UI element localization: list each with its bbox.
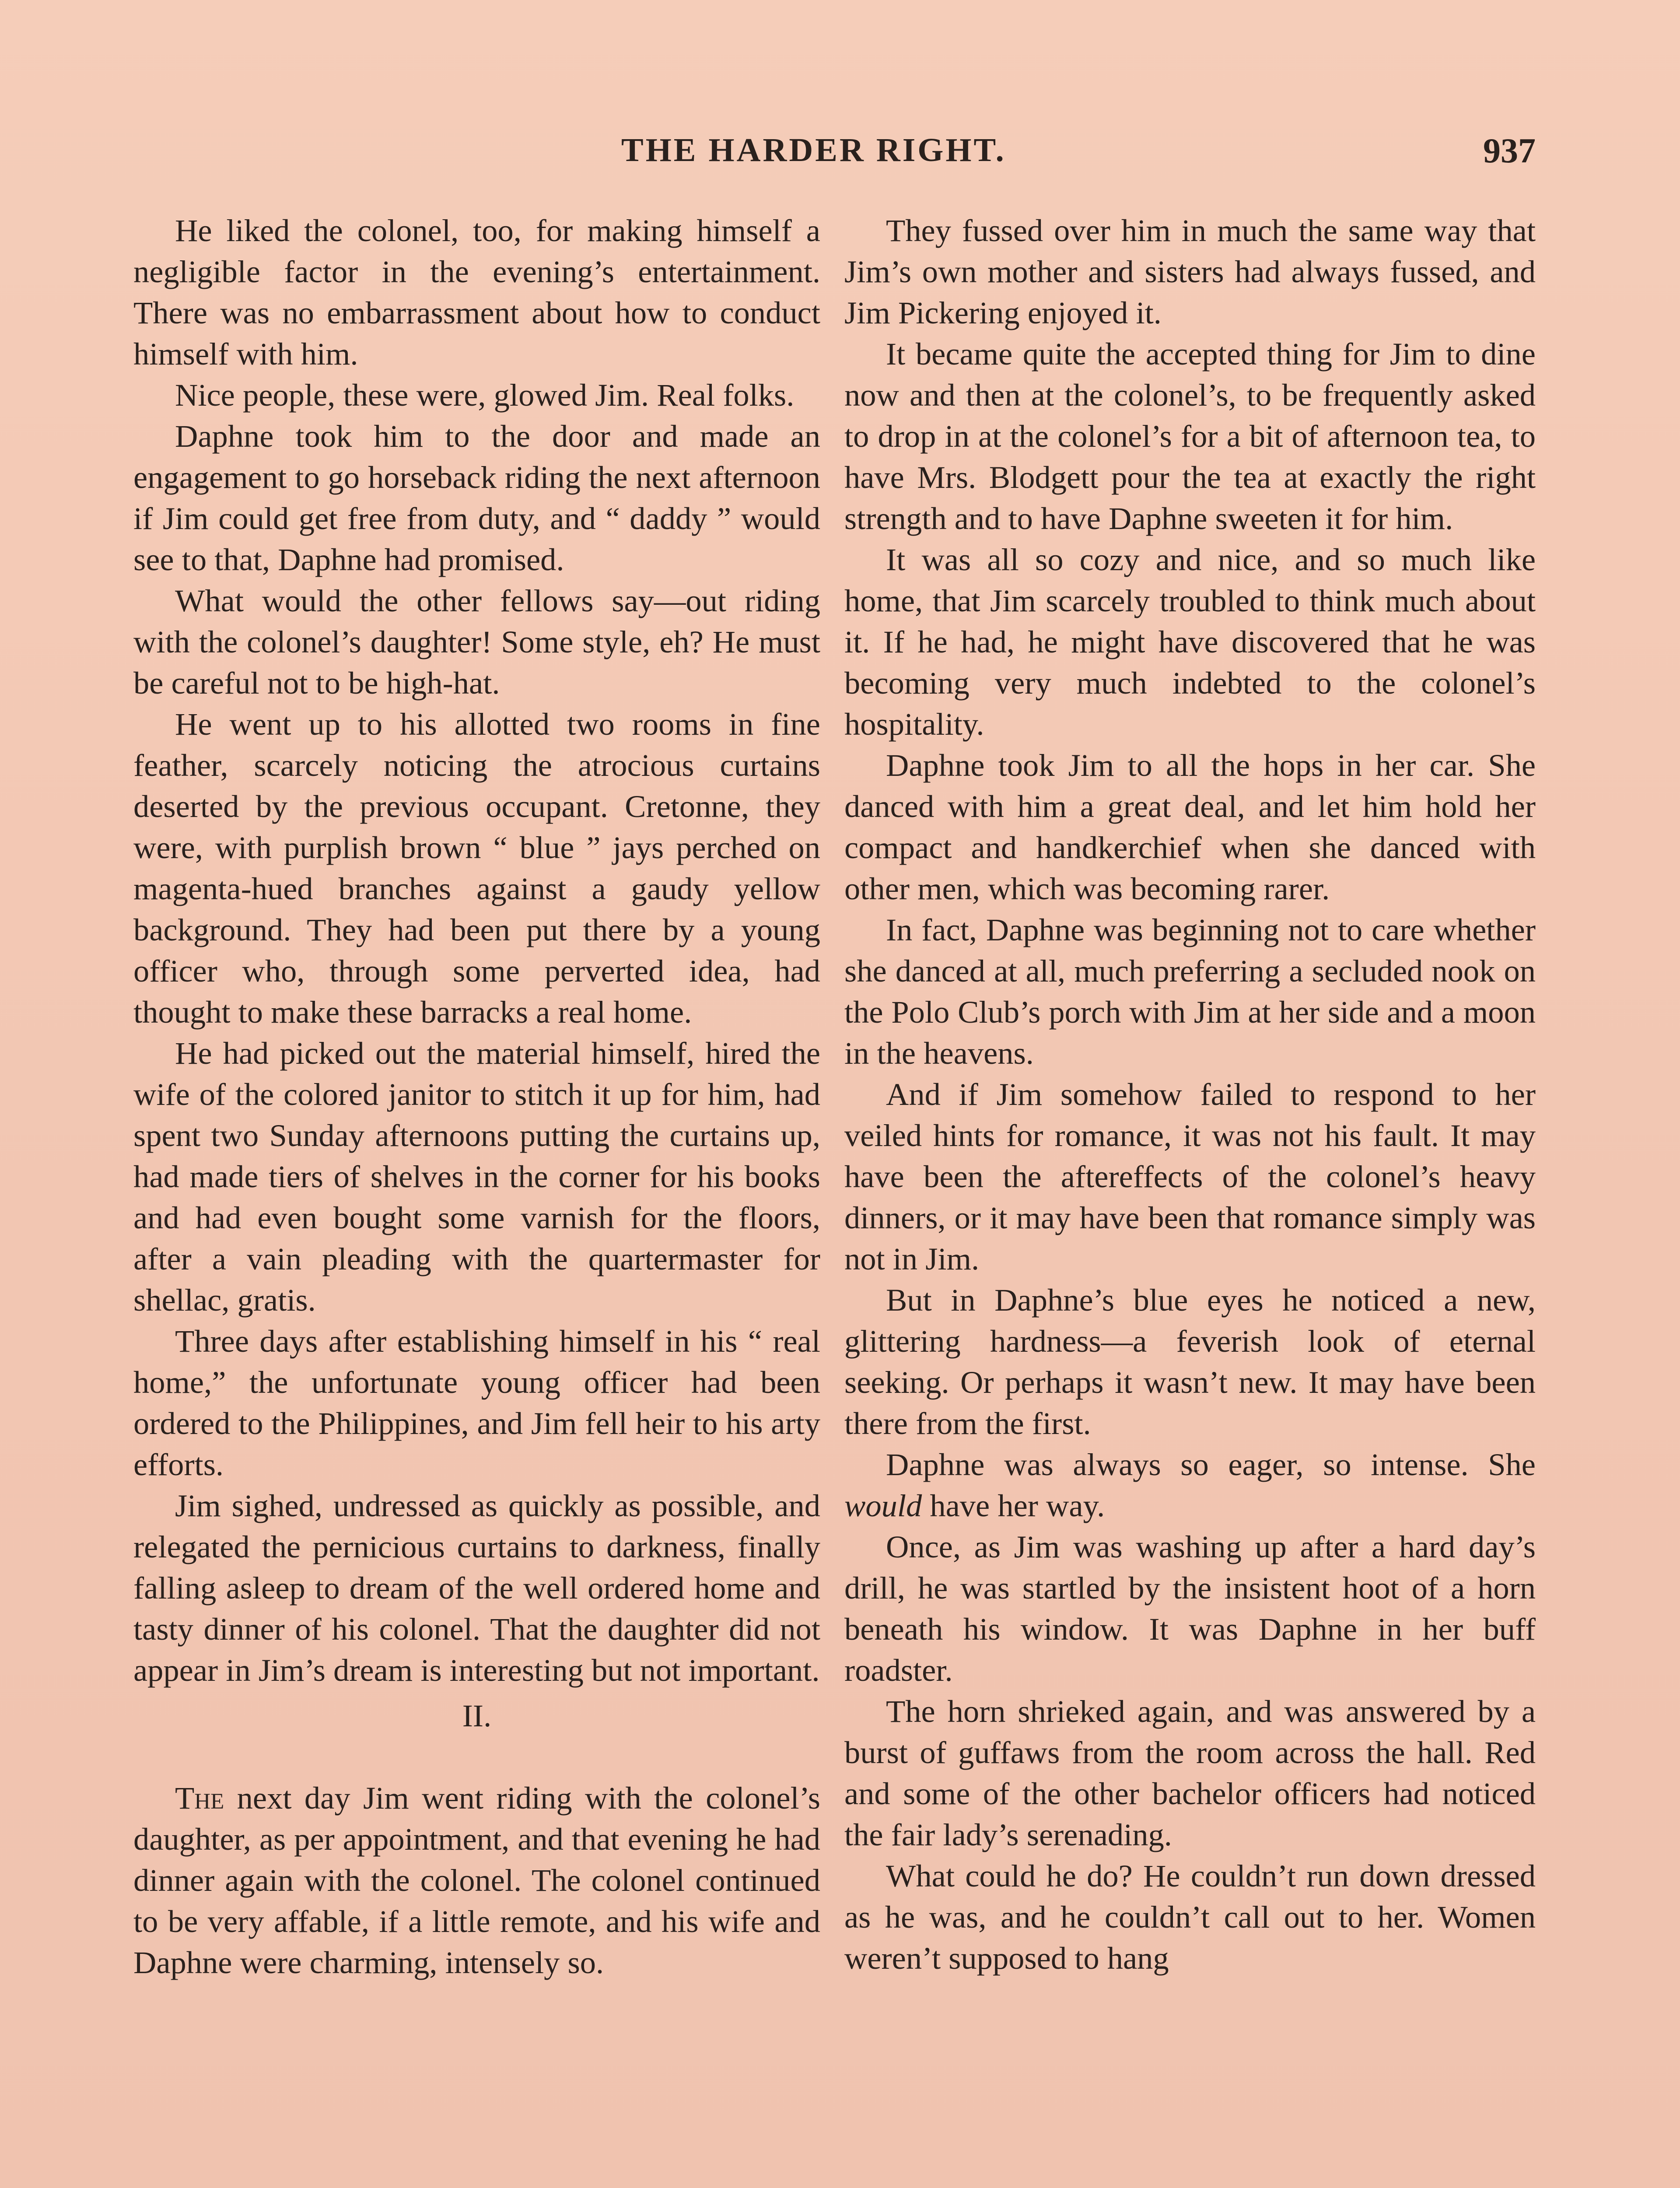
lead-in-word: The <box>175 1780 224 1816</box>
paragraph-text: next day Jim went riding with the colonel’s daughter, as per appointment, and that evening he had dinner again with the colonel. The colonel continued to be very affable, if a little remote, and his wife and Daphne were charming, intensely so. <box>133 1780 820 1980</box>
paragraph: And if Jim somehow failed to respond to her veiled hints for romance, it was not his fault. It may have been the aftereffects of the colonel’s heavy dinners, or it may have been that romance simply was not in Jim. <box>844 1076 1536 1276</box>
paragraph: He liked the colonel, too, for making himself a negligible factor in the evening’s entertainment. There was no embarrassment about how to conduct himself with him. <box>133 213 820 372</box>
paragraph: But in Daphne’s blue eyes he noticed a new, glittering hardness—a feverish look of eternal seeking. Or perhaps it wasn’t new. It may have been there from the first. <box>844 1282 1536 1441</box>
paragraph: Jim sighed, undressed as quickly as possible, and relegated the pernicious curtains to darkness, finally falling asleep to dream of the well ordered home and tasty dinner of his colonel. That the daughter did not appear in Jim’s dream is interesting but not important. <box>133 1488 820 1688</box>
paragraph <box>844 1444 1536 1526</box>
paragraph: He went up to his allotted two rooms in fine feather, scarcely noticing the atrocious curtains deserted by the previous occupant. Cretonne, they were, with purplish brown “ blue ” jays perched on magenta-hued branches against a gaudy yellow background. They had been put there by a young officer who, through some perverted idea, had thought to make these barracks a real home. <box>133 706 820 1030</box>
emphasis: would <box>844 1488 922 1523</box>
left-column <box>133 210 820 2188</box>
section-heading: II. <box>462 1698 492 1733</box>
paragraph: Nice people, these were, glowed Jim. Real folks. <box>175 377 794 413</box>
spacer <box>133 1691 820 1695</box>
paragraph: In fact, Daphne was beginning not to care whether she danced at all, much preferring a secluded nook on the Polo Club’s porch with Jim at her side and a moon in the heavens. <box>844 912 1536 1071</box>
page-header <box>0 131 1680 179</box>
paragraph: They fussed over him in much the same way that Jim’s own mother and sisters had always fussed, and Jim Pickering enjoyed it. <box>844 213 1536 330</box>
paragraph: It was all so cozy and nice, and so much like home, that Jim scarcely troubled to think much about it. If he had, he might have discovered that he was becoming very much indebted to the colonel’s hospitality. <box>844 542 1536 742</box>
paragraph: Three days after establishing himself in his “ real home,” the unfortunate young officer had been ordered to the Philippines, and Jim fell heir to his arty efforts. <box>133 1323 820 1482</box>
paragraph: Daphne took Jim to all the hops in her car. She danced with him a great deal, and let him hold her compact and handkerchief when she danced with other men, which was becoming rarer. <box>844 747 1536 906</box>
paragraph <box>133 1778 820 1983</box>
paragraph: The horn shrieked again, and was answered by a burst of guffaws from the room across the hall. Red and some of the other bachelor officers had noticed the fair lady’s serenading. <box>844 1694 1536 1852</box>
paragraph: Once, as Jim was washing up after a hard day’s drill, he was startled by the insistent hoot of a horn beneath his window. It was Daphne in her buff roadster. <box>844 1529 1536 1688</box>
paragraph: Daphne took him to the door and made an engagement to go horseback riding the next afternoon if Jim could get free from duty, and “ daddy ” would see to that, Daphne had promised. <box>133 418 820 577</box>
paragraph: What would the other fellows say—out riding with the colonel’s daughter! Some style, eh? He must be careful not to be high-hat. <box>133 583 820 701</box>
running-title: THE HARDER RIGHT. <box>621 132 1006 168</box>
paragraph: What could he do? He couldn’t run down dressed as he was, and he couldn’t call out to her. Women weren’t supposed to hang <box>844 1858 1536 1976</box>
paragraph-text: Daphne was always so eager, so intense. She <box>886 1447 1536 1482</box>
page-number: 937 <box>1483 132 1536 170</box>
right-column <box>844 210 1536 2188</box>
paragraph-text: have her way. <box>922 1488 1105 1523</box>
paragraph: He had picked out the material himself, hired the wife of the colored janitor to stitch it up for him, had spent two Sunday afternoons putting the curtains up, had made tiers of shelves in the corner for his books and had even bought some varnish for the floors, after a vain pleading with the quartermaster for shellac, gratis. <box>133 1035 820 1318</box>
paragraph: It became quite the accepted thing for Jim to dine now and then at the colonel’s, to be frequently asked to drop in at the colonel’s for a bit of afternoon tea, to have Mrs. Blodgett pour the tea at exactly the right strength and to have Daphne sweeten it for him. <box>844 336 1536 536</box>
